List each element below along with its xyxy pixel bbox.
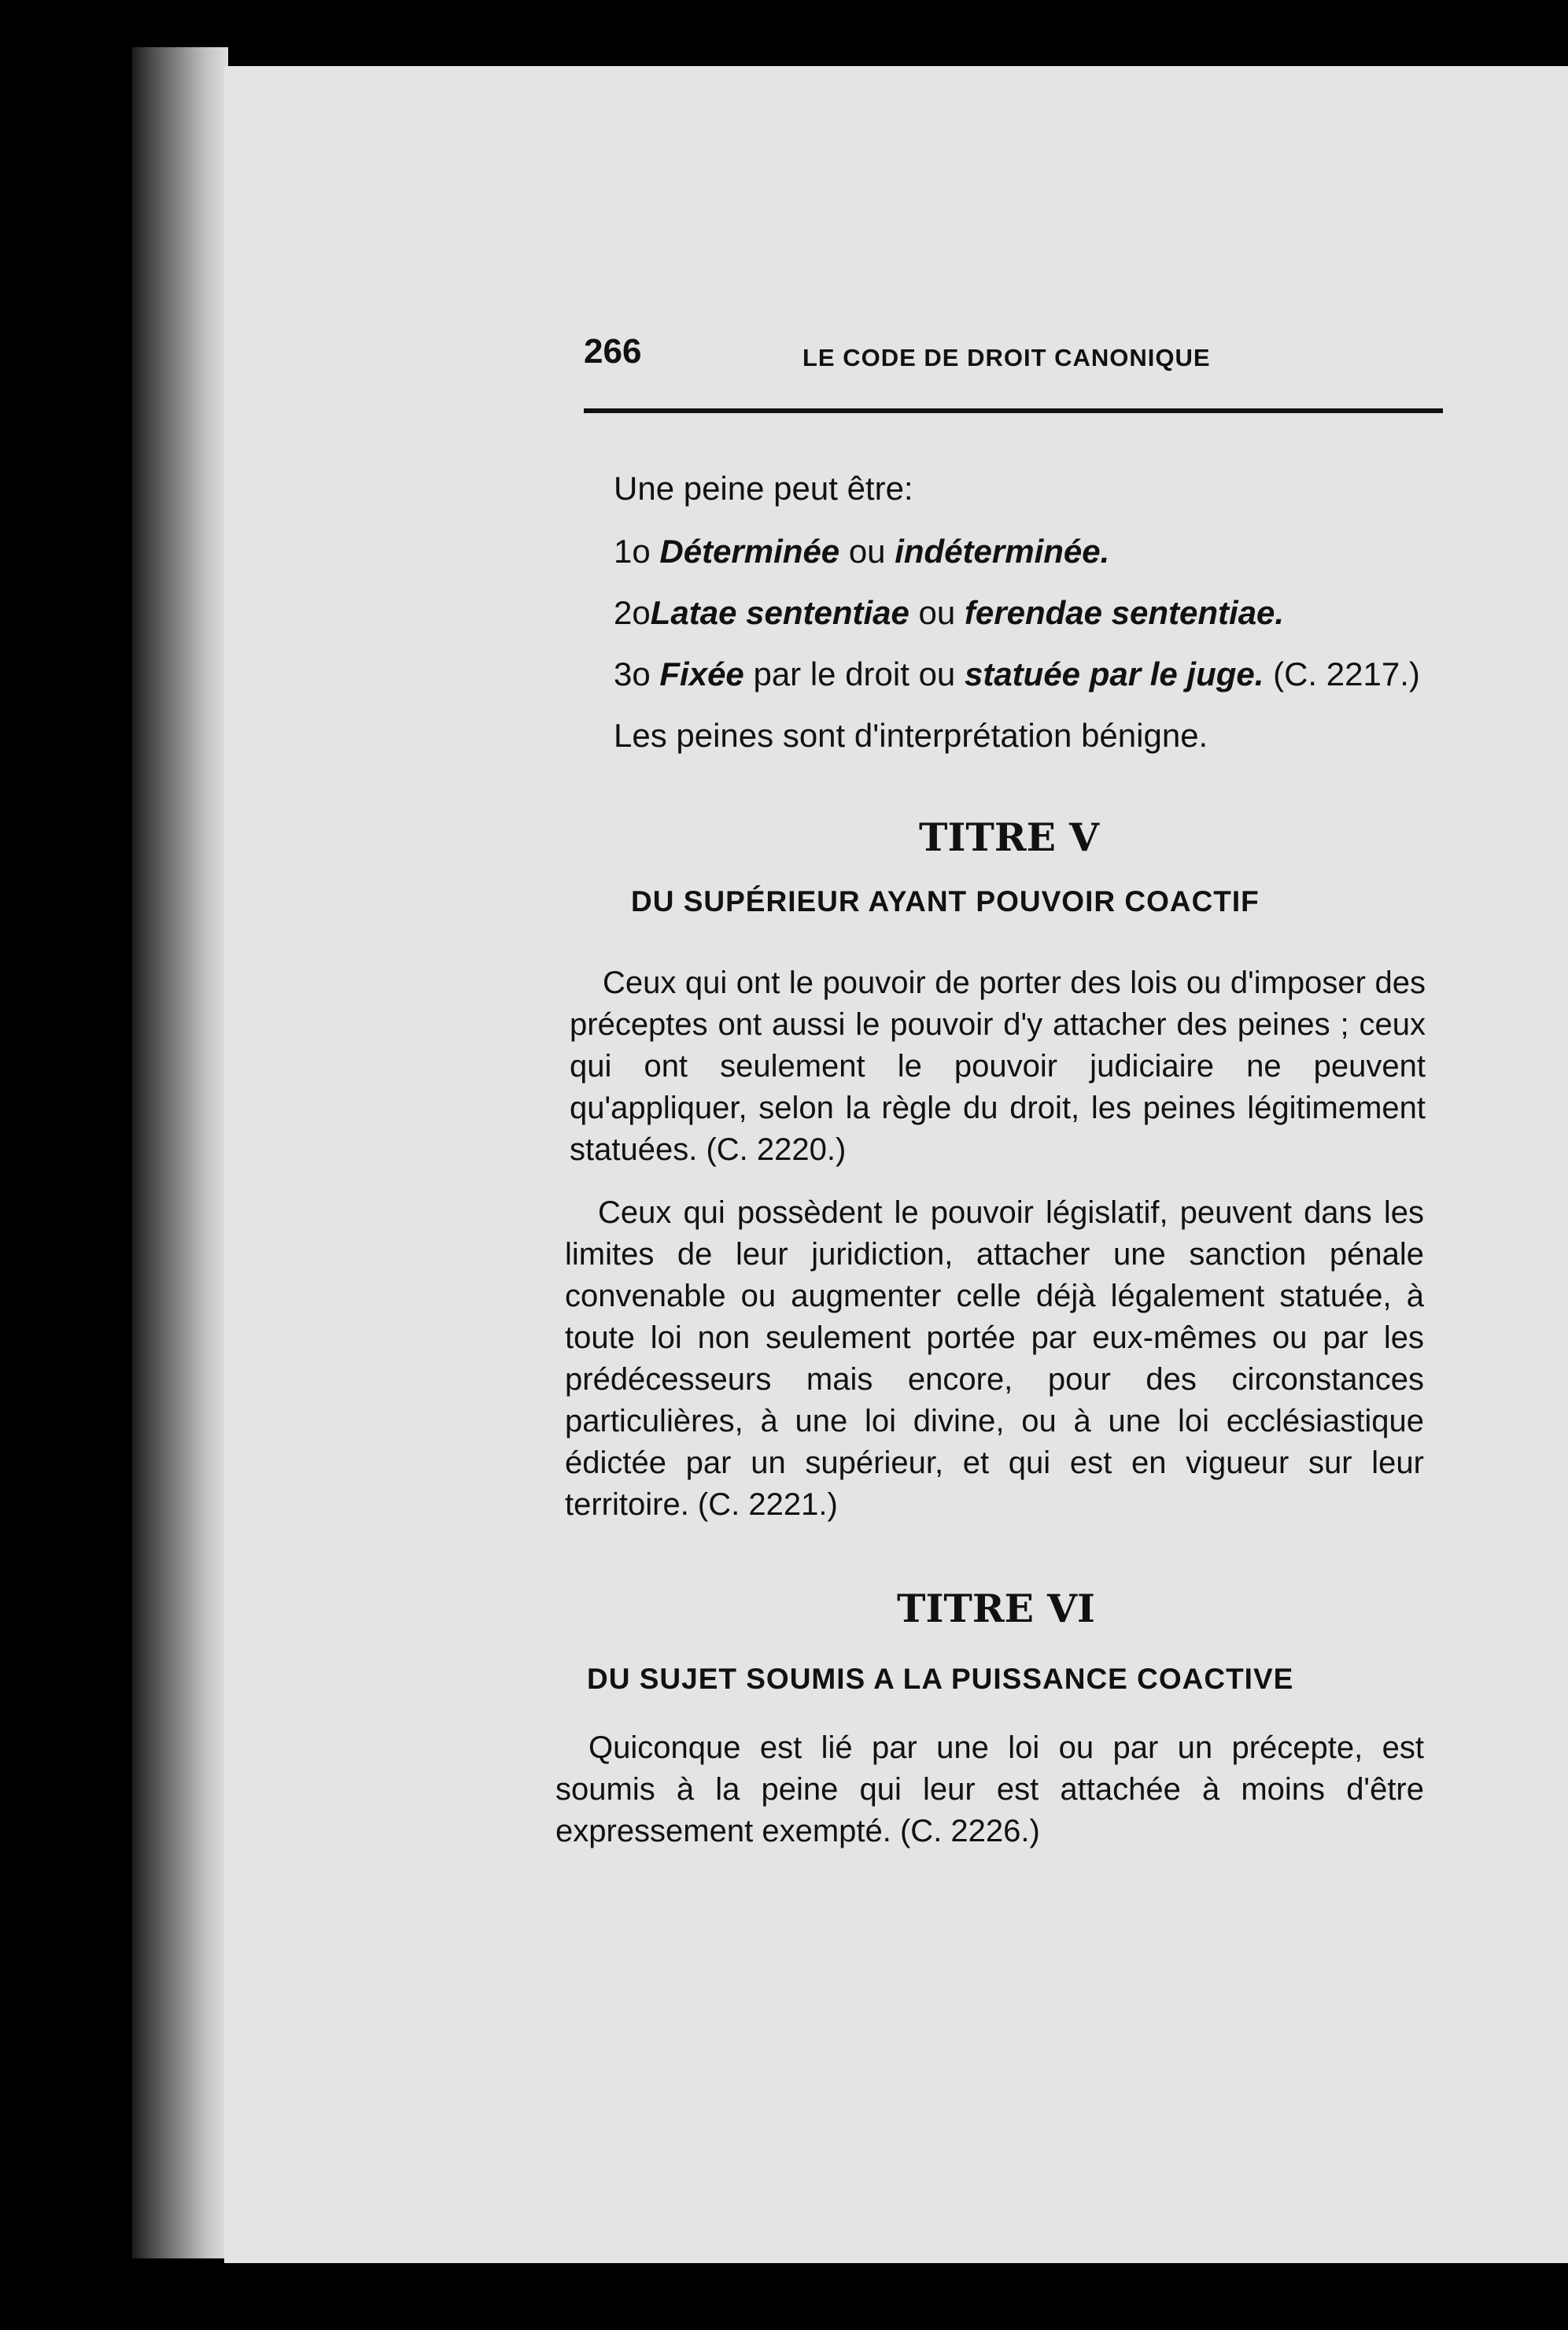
item-3-middle: par le droit ou — [753, 655, 956, 692]
item-1-term-a: Déterminée — [659, 533, 840, 570]
title-v-heading: TITRE V — [919, 814, 1099, 860]
page-number: 266 — [584, 332, 642, 371]
list-item-3 — [614, 655, 1420, 692]
item-3-number: 3o — [614, 655, 651, 692]
running-head: LE CODE DE DROIT CANONIQUE — [802, 344, 1211, 371]
title-v-subheading: DU SUPÉRIEUR AYANT POUVOIR COACTIF — [631, 885, 1260, 918]
title-vi-heading: TITRE VI — [897, 1586, 1095, 1631]
title-v-paragraph-1: Ceux qui ont le pouvoir de porter des lois ou d'imposer des préceptes ont aussi le pouvoir d'y attacher des peines ; ceux qui ont seulement le pouvoir judiciaire ne peuvent qu'appliquer, selon la règle du droit, les peines légitimement statuées. (C. 2220.) — [570, 966, 1426, 1167]
book-binding-edge — [132, 47, 228, 2258]
intro-closing: Les peines sont d'interprétation bénigne. — [614, 717, 1208, 754]
list-item-1 — [614, 535, 1109, 568]
list-item-2 — [614, 596, 1284, 630]
item-3-term-b: statuée par le juge. — [964, 655, 1264, 692]
title-vi-paragraph-1: Quiconque est lié par une loi ou par un précepte, est soumis à la peine qui leur est attachée à moins d'être expressement exempté. (C. 2226.) — [555, 1730, 1424, 1848]
item-2-number: 2o — [614, 594, 651, 631]
item-1-number: 1o — [614, 533, 651, 570]
item-2-term-b: ferendae sententiae. — [964, 594, 1285, 631]
title-vi-subheading: DU SUJET SOUMIS A LA PUISSANCE COACTIVE — [587, 1663, 1294, 1695]
header-rule — [584, 408, 1443, 413]
item-1-term-b: indéterminée. — [895, 533, 1110, 570]
item-3-reference: (C. 2217.) — [1273, 655, 1420, 692]
item-3-term-a: Fixée — [659, 655, 744, 692]
item-2-connector: ou — [918, 594, 956, 631]
title-v-paragraph-2: Ceux qui possèdent le pouvoir législatif, peuvent dans les limites de leur juridiction, attacher une sanction pénale convenable ou augmenter celle déjà légalement statuée, à toute loi non seulement portée par eux-mêmes ou par les prédécesseurs mais encore, pour des circonstances particulières, à une loi divine, ou à une loi ecclésiastique édictée par un supérieur, et qui est en vigueur sur leur territoire. (C. 2221.) — [565, 1195, 1424, 1522]
item-2-term-a: Latae sententiae — [650, 594, 909, 631]
item-1-connector: ou — [848, 533, 886, 570]
intro-lead: Une peine peut être: — [614, 470, 913, 507]
